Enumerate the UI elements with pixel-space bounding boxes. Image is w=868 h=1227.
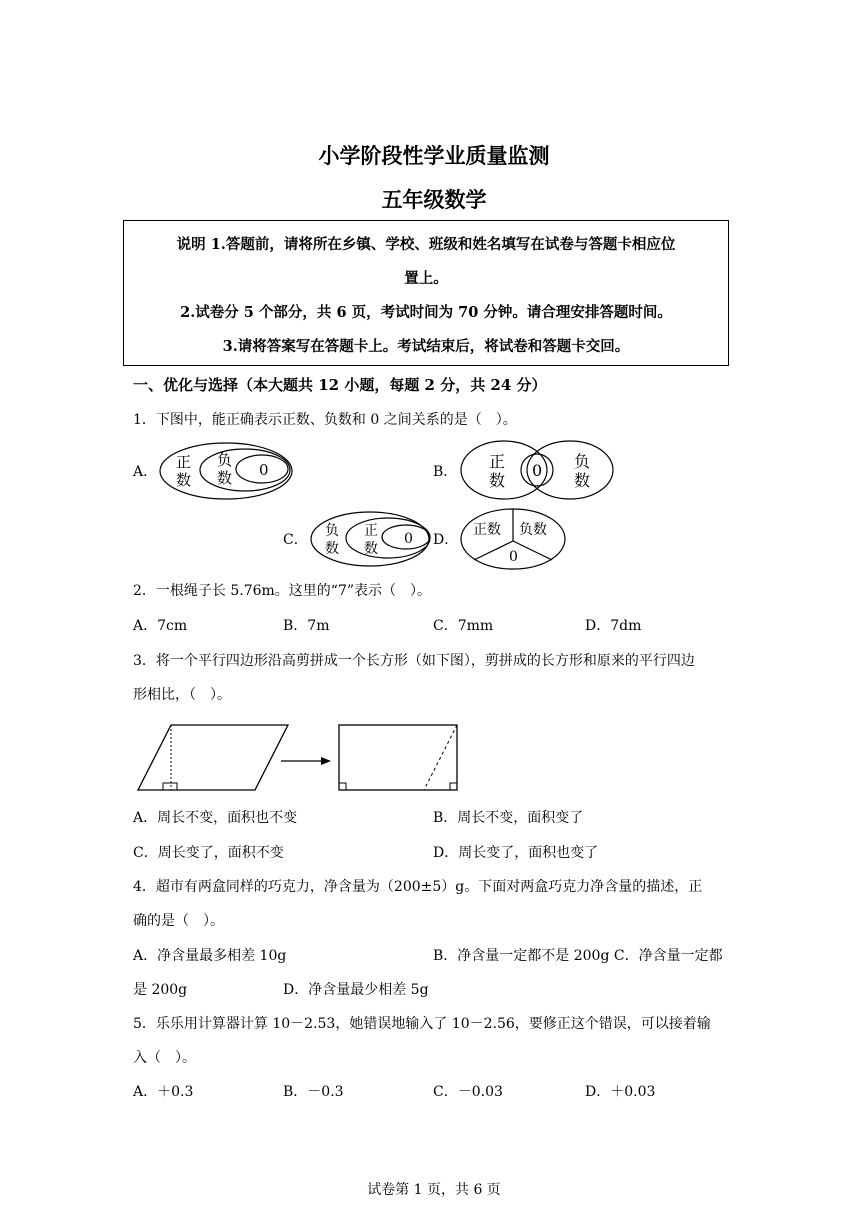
cut-line [424,725,457,790]
question-4-stem-line-2: 确的是（ ）。 [133,913,224,929]
q2-option-d: D．7dm [585,618,642,634]
q1b-neg-top: 负 [574,452,591,471]
page-subtitle: 五年级数学 [381,187,487,212]
q1b-pos-bottom: 数 [489,471,506,490]
q2-option-a: A．7cm [133,618,188,634]
q3-option-a: A．周长不变，面积也不变 [133,810,298,826]
q4-option-c-cont: 是 200g [133,982,188,998]
instructions-box [123,220,729,366]
q2-option-c: C．7mm [433,618,494,634]
instruction-line-4: 3.请将答案写在答题卡上。考试结束后，将试卷和答题卡交回。 [222,338,630,355]
q1-diagram-d [458,506,568,572]
q3-option-c: C．周长变了，面积不变 [133,845,284,861]
q4-option-a: A．净含量最多相差 10g [133,948,287,964]
parallelogram [138,725,288,790]
q1c-pos-bottom: 数 [364,541,378,557]
question-2-stem: 2．一根绳子长 5.76m。这里的“7”表示（ ）。 [133,583,432,599]
q1a-neg-top: 负 [217,451,233,469]
q1-diagram-a [158,440,298,502]
q1-option-a-label: A． [133,464,158,480]
q1c-pos-top: 正 [364,523,378,539]
q4-option-d: D．净含量最少相差 5g [283,982,429,998]
q1a-zero: 0 [259,461,269,479]
instruction-line-3: 2.试卷分 5 个部分，共 6 页，考试时间为 70 分钟。请合理安排答题时间。 [180,304,672,321]
section-title: 一、优化与选择（本大题共 12 小题，每题 2 分，共 24 分） [133,376,547,394]
q1b-zero: 0 [532,461,543,480]
q5-option-a: A．＋0.3 [133,1084,194,1100]
q1-option-b-label: B． [433,464,458,480]
q1a-neg-bottom: 数 [217,469,233,487]
instruction-line-2: 置上。 [404,270,448,287]
q3-option-d: D．周长变了，面积也变了 [433,845,599,861]
q3-figure [133,722,473,794]
q1d-pos: 正数 [473,522,501,538]
q1-diagram-b [459,438,619,502]
q2-option-b: B．7m [283,618,330,634]
question-5-stem-line-2: 入（ ）。 [133,1050,196,1066]
page-footer: 试卷第 1 页，共 6 页 [367,1182,501,1198]
corner-mark-right [450,783,457,790]
q1-option-c-label: C． [283,532,308,548]
q1c-neg-bottom: 数 [325,541,339,557]
q1-option-d-label: D． [433,532,459,548]
q1b-neg-bottom: 数 [574,471,591,490]
q5-option-c: C．－0.03 [433,1084,503,1100]
arrow-head [321,757,331,765]
corner-mark-left [339,783,346,790]
q1a-pos-top: 正 [176,453,192,471]
q1b-pos-top: 正 [489,452,506,471]
q5-option-b: B．－0.3 [283,1084,344,1100]
question-3-stem-line-1: 3．将一个平行四边形沿高剪拼成一个长方形（如下图），剪拼成的长方形和原来的平行四边 [133,653,695,669]
q1c-zero: 0 [404,531,413,547]
question-4-stem-line-1: 4．超市有两盒同样的巧克力，净含量为（200±5）g。下面对两盒巧克力净含量的描述，正 [133,879,703,895]
rectangle [339,725,457,790]
q1a-pos-bottom: 数 [176,471,192,489]
question-1-stem: 1．下图中，能正确表示正数、负数和 0 之间关系的是（ ）。 [133,412,517,428]
q1d-zero: 0 [509,549,518,565]
q5-option-d: D．＋0.03 [585,1084,656,1100]
question-5-stem-line-1: 5．乐乐用计算器计算 10－2.53，她错误地输入了 10－2.56，要修正这个错误，可以接着输 [133,1016,711,1032]
q1c-neg-top: 负 [325,523,339,539]
q4-option-b-c: B．净含量一定都不是 200g C．净含量一定都 [433,948,723,964]
q1d-neg: 负数 [519,522,547,538]
page-title: 小学阶段性学业质量监测 [318,143,550,168]
right-angle-mark [163,783,177,790]
q3-option-b: B．周长不变，面积变了 [433,810,584,826]
question-3-stem-line-2: 形相比，（ ）。 [133,687,231,703]
q1-diagram-c [309,510,433,570]
instruction-line-1: 说明 1.答题前，请将所在乡镇、学校、班级和姓名填写在试卷与答题卡相应位 [176,236,676,253]
